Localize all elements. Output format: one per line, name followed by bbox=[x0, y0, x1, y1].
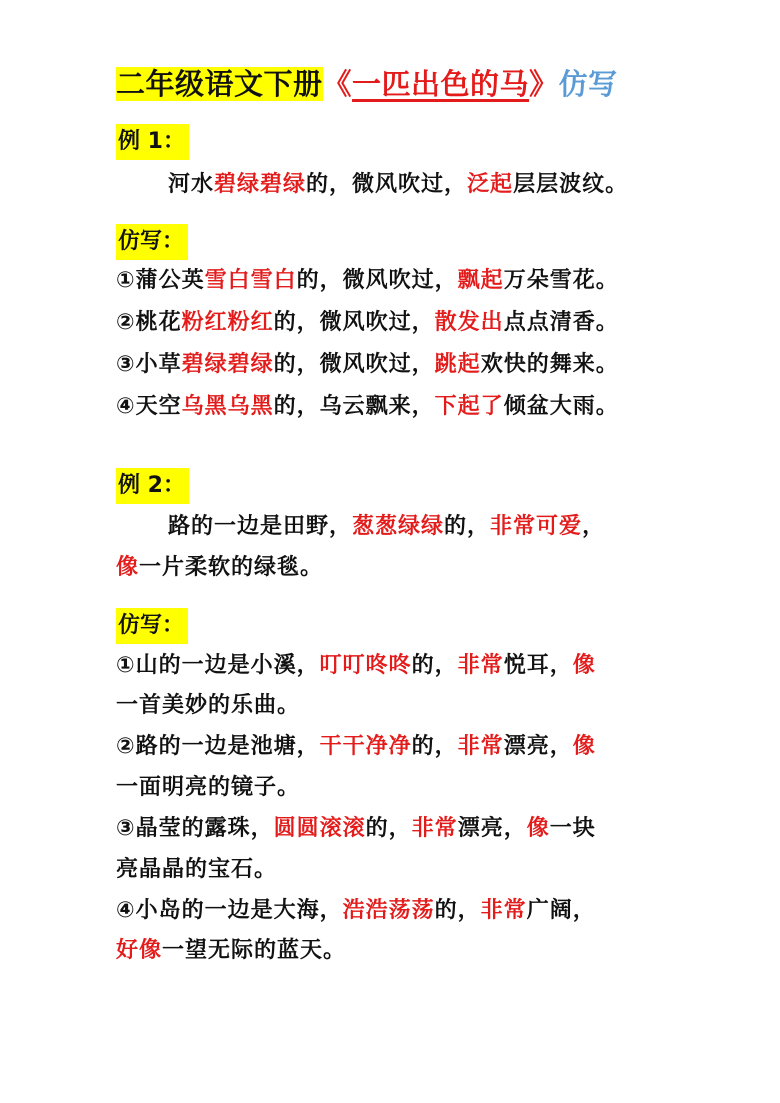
title-grade-highlight: 二年级语文下册 bbox=[116, 67, 323, 101]
text-segment: ①山的一边是小溪， bbox=[116, 653, 320, 678]
highlight-phrase: 跳起 bbox=[434, 352, 481, 377]
highlight-phrase: 粉红粉红 bbox=[181, 310, 274, 335]
text-segment: 河水 bbox=[168, 172, 215, 197]
text-segment: ③小草 bbox=[116, 352, 182, 377]
highlight-phrase: 干干净净 bbox=[319, 734, 412, 759]
text-segment: 层层波纹。 bbox=[513, 172, 629, 197]
title-suffix: 仿写 bbox=[558, 67, 618, 101]
highlight-phrase: 飘起 bbox=[457, 268, 504, 293]
highlight-phrase: 碧绿碧绿 bbox=[214, 172, 307, 197]
text-segment: 一块 bbox=[549, 816, 596, 841]
text-segment: 的，微风吹过， bbox=[296, 268, 458, 293]
imitate-2-line bbox=[116, 853, 277, 887]
imitate-1-line bbox=[116, 348, 619, 382]
highlight-phrase: 散发出 bbox=[434, 310, 504, 335]
highlight-phrase: 碧绿碧绿 bbox=[181, 352, 274, 377]
page-title bbox=[116, 62, 618, 106]
text-segment: 的，微风吹过， bbox=[273, 352, 435, 377]
imitate-2-line bbox=[116, 934, 346, 968]
highlight-phrase: 雪白雪白 bbox=[204, 268, 297, 293]
highlight-phrase: 乌黑乌黑 bbox=[181, 394, 274, 419]
text-segment: 广阔， bbox=[526, 898, 596, 923]
example-2-line bbox=[116, 551, 323, 585]
text-segment: ①蒲公英 bbox=[116, 268, 205, 293]
imitate-2-line bbox=[116, 812, 596, 846]
highlight-phrase: 像 bbox=[526, 816, 550, 841]
text-segment: 的，微风吹过， bbox=[306, 172, 468, 197]
text-segment: ②桃花 bbox=[116, 310, 182, 335]
highlight-phrase: 叮叮咚咚 bbox=[319, 653, 412, 678]
text-segment: ③晶莹的露珠， bbox=[116, 816, 274, 841]
title-open-bracket: 《 bbox=[322, 67, 353, 101]
text-segment: 的， bbox=[434, 898, 481, 923]
text-segment: 的，微风吹过， bbox=[273, 310, 435, 335]
text-segment: 的，乌云飘来， bbox=[273, 394, 435, 419]
imitate-1-line bbox=[116, 390, 619, 424]
text-segment: 的， bbox=[411, 734, 458, 759]
text-segment: 欢快的舞来。 bbox=[480, 352, 619, 377]
text-segment: 漂亮， bbox=[503, 734, 573, 759]
title-close-bracket: 》 bbox=[529, 67, 559, 101]
highlight-phrase: 非常 bbox=[480, 898, 527, 923]
imitate-2-line bbox=[116, 771, 300, 805]
text-segment: 的， bbox=[444, 514, 491, 539]
imitate-2-line bbox=[116, 649, 596, 683]
highlight-phrase: 非常 bbox=[457, 653, 504, 678]
text-segment: 万朵雪花。 bbox=[503, 268, 619, 293]
imitate-1-line bbox=[116, 306, 619, 340]
imitate-2-line bbox=[116, 894, 596, 928]
example-2-line bbox=[168, 510, 605, 544]
highlight-phrase: 葱葱绿绿 bbox=[352, 514, 445, 539]
text-segment: 悦耳， bbox=[503, 653, 573, 678]
text-segment: 的， bbox=[411, 653, 458, 678]
text-segment: ②路的一边是池塘， bbox=[116, 734, 320, 759]
highlight-phrase: 像 bbox=[572, 734, 596, 759]
text-segment: 一首美妙的乐曲。 bbox=[116, 693, 301, 718]
imitate-1-label: 仿写： bbox=[116, 224, 188, 260]
highlight-phrase: 下起了 bbox=[434, 394, 504, 419]
text-segment: 亮晶晶的宝石。 bbox=[116, 857, 278, 882]
highlight-phrase: 浩浩荡荡 bbox=[342, 898, 435, 923]
text-segment: 路的一边是田野， bbox=[168, 514, 353, 539]
text-segment: ④天空 bbox=[116, 394, 182, 419]
example-1-label: 例 1： bbox=[116, 124, 189, 160]
title-lesson-name: 一匹出色的马 bbox=[352, 67, 530, 101]
imitate-2-line bbox=[116, 689, 300, 723]
highlight-phrase: 好像 bbox=[116, 938, 163, 963]
example-1-sentence bbox=[168, 168, 628, 202]
text-segment: 倾盆大雨。 bbox=[503, 394, 619, 419]
imitate-1-line bbox=[116, 264, 619, 298]
text-segment: 一面明亮的镜子。 bbox=[116, 775, 301, 800]
highlight-phrase: 像 bbox=[116, 555, 140, 580]
example-2-label: 例 2： bbox=[116, 468, 189, 504]
imitate-2-label: 仿写： bbox=[116, 608, 188, 644]
highlight-phrase: 像 bbox=[572, 653, 596, 678]
highlight-phrase: 非常 bbox=[457, 734, 504, 759]
highlight-phrase: 泛起 bbox=[467, 172, 514, 197]
highlight-phrase: 非常 bbox=[411, 816, 458, 841]
text-segment: 的， bbox=[365, 816, 412, 841]
text-segment: 漂亮， bbox=[457, 816, 527, 841]
text-segment: ④小岛的一边是大海， bbox=[116, 898, 343, 923]
text-segment: 一片柔软的绿毯。 bbox=[139, 555, 324, 580]
highlight-phrase: 非常可爱 bbox=[490, 514, 583, 539]
imitate-2-line bbox=[116, 730, 596, 764]
highlight-phrase: 圆圆滚滚 bbox=[273, 816, 366, 841]
text-segment: 一望无际的蓝天。 bbox=[162, 938, 347, 963]
text-segment: 点点清香。 bbox=[503, 310, 619, 335]
text-segment: ， bbox=[582, 514, 606, 539]
